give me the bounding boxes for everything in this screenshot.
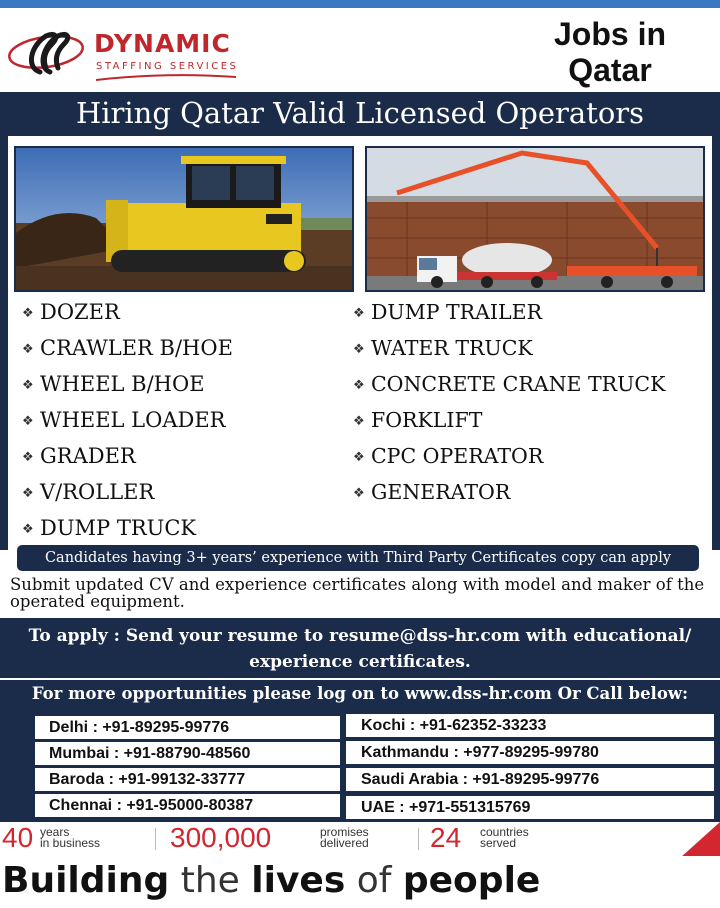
equipment-label: CRAWLER B/HOE	[40, 336, 233, 360]
equipment-item	[22, 368, 233, 404]
hiring-banner	[0, 92, 720, 136]
equipment-label: V/ROLLER	[40, 480, 155, 504]
equipment-item	[353, 368, 665, 404]
stat-countries-label	[480, 827, 529, 849]
diamond-bullet-icon: ❖	[22, 522, 34, 537]
equipment-label: GENERATOR	[371, 480, 511, 504]
stat-divider	[418, 828, 419, 850]
stat-years-label1: years	[40, 825, 70, 839]
contact-uae[interactable]: UAE : +971-551315769	[346, 796, 714, 819]
equipment-label: FORKLIFT	[371, 408, 483, 432]
equipment-label: WHEEL B/HOE	[40, 372, 205, 396]
logo-name: DYNAMIC	[94, 29, 231, 58]
job-content	[0, 136, 720, 550]
contact-delhi[interactable]: Delhi : +91-89295-99776	[35, 716, 340, 739]
stat-promises-number: 300,000	[170, 822, 272, 853]
stat-promises-label1: promises	[320, 825, 369, 839]
diamond-bullet-icon: ❖	[353, 414, 365, 429]
equipment-list-left	[22, 296, 233, 548]
diamond-bullet-icon: ❖	[353, 306, 365, 321]
more-opportunities[interactable]: For more opportunities please log on to www.dss-hr.com Or Call below:	[0, 678, 720, 710]
top-accent-bar	[0, 0, 720, 8]
diamond-bullet-icon: ❖	[353, 486, 365, 501]
tagline-text	[2, 860, 540, 901]
header	[0, 8, 720, 92]
contact-kochi[interactable]: Kochi : +91-62352-33233	[346, 714, 714, 737]
diamond-bullet-icon: ❖	[353, 378, 365, 393]
dozer-photo	[14, 146, 354, 292]
stat-years-number: 40	[2, 822, 34, 853]
equipment-item	[353, 332, 665, 368]
tagline-word: people	[402, 860, 541, 901]
stat-promises-label2: delivered	[320, 836, 369, 850]
candidates-note: Candidates having 3+ years’ experience with Third Party Certificates copy can apply	[17, 545, 699, 571]
stat-promises-label	[320, 827, 369, 849]
equipment-label: CONCRETE CRANE TRUCK	[371, 372, 666, 396]
equipment-label: GRADER	[40, 444, 136, 468]
equipment-item	[353, 476, 665, 512]
stat-years-label2: in business	[40, 836, 101, 850]
contact-mumbai[interactable]: Mumbai : +91-88790-48560	[35, 742, 340, 765]
tagline-word: lives	[251, 860, 346, 901]
logo-swoosh	[96, 74, 236, 82]
tagline-word: Building	[2, 860, 170, 901]
diamond-bullet-icon: ❖	[22, 450, 34, 465]
logo-subtitle: STAFFING SERVICES	[96, 61, 239, 72]
equipment-item	[353, 404, 665, 440]
diamond-bullet-icon: ❖	[22, 342, 34, 357]
jobs-title-line2: Qatar	[568, 52, 652, 88]
equipment-label: DUMP TRAILER	[371, 300, 543, 324]
equipment-item	[22, 440, 233, 476]
contact-baroda[interactable]: Baroda : +91-99132-33777	[35, 768, 340, 791]
apply-line2: experience certificates.	[249, 652, 471, 672]
apply-section	[0, 618, 720, 678]
hiring-title: Hiring Qatar Valid Licensed Operators	[75, 96, 645, 130]
equipment-item	[22, 296, 233, 332]
contact-kathmandu[interactable]: Kathmandu : +977-89295-99780	[346, 741, 714, 764]
diamond-bullet-icon: ❖	[353, 450, 365, 465]
contact-grid	[0, 710, 720, 822]
stats-strip	[0, 822, 720, 856]
diamond-bullet-icon: ❖	[22, 378, 34, 393]
tagline-word: of	[356, 860, 392, 901]
jobs-title-line1: Jobs in	[553, 16, 666, 52]
diamond-bullet-icon: ❖	[22, 486, 34, 501]
equipment-item	[353, 440, 665, 476]
equipment-item	[22, 512, 233, 548]
equipment-item	[22, 404, 233, 440]
stat-countries-label2: served	[480, 836, 517, 850]
equipment-item	[22, 332, 233, 368]
diamond-bullet-icon: ❖	[353, 342, 365, 357]
equipment-label: WHEEL LOADER	[40, 408, 226, 432]
diamond-bullet-icon: ❖	[22, 306, 34, 321]
concrete-pump-illustration	[367, 148, 703, 290]
equipment-list-right	[353, 296, 665, 512]
dss-logo-icon	[6, 28, 86, 78]
contact-chennai[interactable]: Chennai : +91-95000-80387	[35, 794, 340, 817]
apply-line1[interactable]: To apply : Send your resume to resume@dss-hr.com with educational/	[28, 626, 692, 646]
diamond-bullet-icon: ❖	[22, 414, 34, 429]
equipment-label: DUMP TRUCK	[40, 516, 197, 540]
equipment-item	[353, 296, 665, 332]
company-logo[interactable]	[6, 26, 246, 86]
equipment-item	[22, 476, 233, 512]
concrete-pump-photo	[365, 146, 705, 292]
tagline	[0, 856, 720, 908]
dozer-illustration	[16, 148, 352, 290]
contact-saudi-arabia[interactable]: Saudi Arabia : +91-89295-99776	[346, 768, 714, 791]
tagline-word: the	[180, 860, 240, 901]
equipment-label: CPC OPERATOR	[371, 444, 544, 468]
stat-countries-label1: countries	[480, 825, 529, 839]
stat-divider	[155, 828, 156, 850]
equipment-label: DOZER	[40, 300, 120, 324]
stat-countries-number: 24	[430, 822, 462, 853]
stat-years-label	[40, 827, 100, 849]
submit-note: Submit updated CV and experience certificates along with model and maker of the operated equipment.	[10, 575, 705, 611]
equipment-label: WATER TRUCK	[371, 336, 533, 360]
jobs-location-title	[540, 16, 680, 88]
